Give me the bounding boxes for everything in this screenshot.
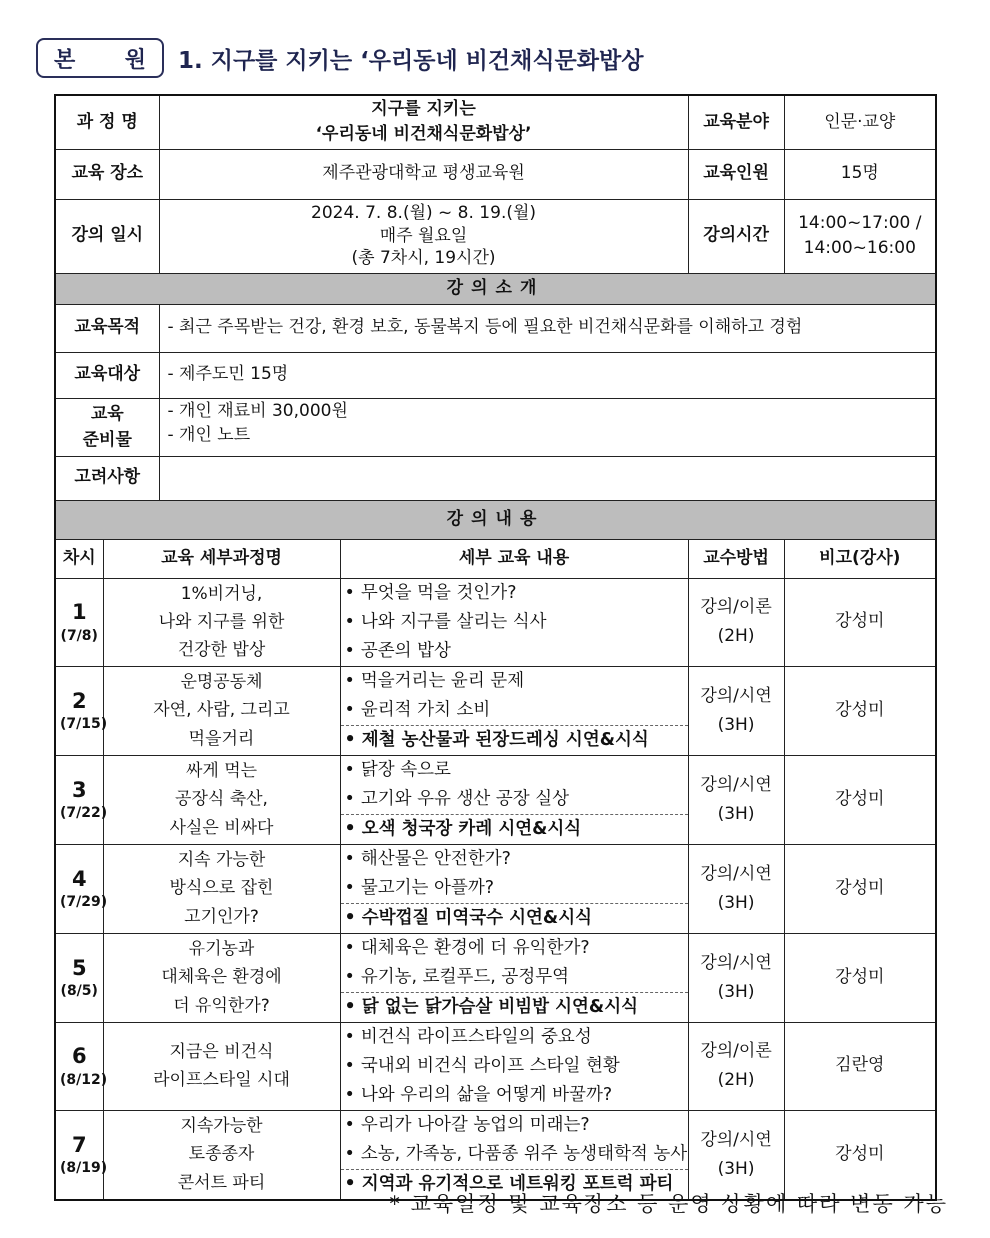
session-course-line: 1%비거닝, [180, 583, 263, 604]
time-label: 강의시간 [688, 199, 784, 273]
session-item-text: 비건식 라이프스타일의 중요성 [360, 1026, 592, 1047]
consider-label: 고려사항 [55, 456, 159, 500]
session-course-line: 먹을거리 [188, 728, 255, 749]
session-method-cell [688, 755, 784, 844]
intro-section-title: 강의소개 [55, 273, 936, 304]
session-number: 4 [71, 866, 87, 891]
session-method-line: 강의/시연 [700, 774, 772, 795]
session-method-cell [688, 578, 784, 666]
target-value: - 제주도민 15명 [159, 352, 936, 398]
header-method: 교수방법 [688, 539, 784, 578]
date-label: 강의 일시 [55, 199, 159, 273]
date-value [159, 199, 688, 273]
bullet-icon: • [344, 582, 355, 603]
session-item-text: 닭 없는 닭가슴살 비빔밥 시연&시식 [361, 996, 639, 1017]
session-rows [55, 578, 936, 1200]
session-course-line: 고기인가? [184, 906, 259, 927]
session-items-cell [340, 933, 688, 1022]
bullet-icon: • [344, 759, 355, 780]
bullet-icon: • [344, 670, 355, 691]
prep-item-2: - 개인 노트 [167, 425, 251, 446]
session-number: 6 [71, 1044, 87, 1069]
session-teacher: 강성미 [784, 578, 936, 666]
session-date: (8/12) [60, 1071, 108, 1088]
count-label: 교육인원 [688, 149, 784, 199]
session-number: 5 [71, 955, 87, 980]
session-course-line: 공장식 축산, [175, 789, 268, 810]
prep-label [55, 398, 159, 456]
session-item-text: 나와 지구를 살리는 식사 [360, 611, 547, 632]
session-number: 7 [71, 1132, 87, 1157]
session-number-cell [55, 755, 108, 844]
bullet-icon: • [344, 729, 356, 750]
session-item-text: 먹을거리는 윤리 문제 [360, 670, 525, 691]
content-section-title: 강의내용 [55, 500, 936, 539]
session-method-cell [688, 1022, 784, 1110]
session-method-line: 강의/이론 [700, 597, 772, 618]
table-row [55, 933, 936, 1022]
session-item [341, 579, 688, 608]
session-items-cell [340, 755, 688, 844]
purpose-label: 교육목적 [55, 304, 159, 352]
session-item [341, 725, 688, 755]
session-teacher: 김란영 [784, 1022, 936, 1110]
session-course-line: 대체육은 환경에 [161, 967, 282, 988]
bullet-icon: • [344, 907, 356, 928]
session-number-cell [55, 578, 103, 666]
session-item-text: 닭장 속으로 [360, 759, 451, 780]
session-date: (7/15) [60, 716, 108, 733]
bullet-icon: • [344, 1114, 355, 1135]
session-method-line: 강의/시연 [700, 685, 772, 706]
prep-value [159, 398, 936, 456]
bullet-icon: • [344, 996, 356, 1017]
bullet-icon: • [344, 640, 355, 661]
session-course-line: 지속 가능한 [177, 850, 266, 871]
course-name-line1: 지구를 지키는 [371, 98, 476, 119]
session-item [341, 934, 688, 963]
bullet-icon: • [344, 1143, 355, 1164]
session-course-line: 나와 지구를 위한 [158, 611, 285, 632]
session-course-cell [103, 933, 340, 1022]
bullet-icon: • [344, 1026, 355, 1047]
session-item-text: 나와 우리의 삶을 어떻게 바꿀까? [360, 1084, 613, 1105]
session-date: (7/22) [60, 805, 108, 822]
session-item-text: 고기와 우유 생산 공장 실상 [360, 788, 570, 809]
field-label: 교육분야 [688, 95, 784, 149]
session-method-line: (3H) [717, 892, 755, 913]
bullet-icon: • [344, 1173, 356, 1194]
bullet-icon: • [344, 937, 355, 958]
bullet-icon: • [344, 788, 355, 809]
session-course-cell [103, 1022, 340, 1110]
course-name-line2: ‘우리동네 비건채식문화밥상’ [315, 124, 532, 145]
bullet-icon: • [344, 818, 356, 839]
session-course-cell [103, 578, 340, 666]
header-session: 차시 [55, 539, 103, 578]
target-label: 교육대상 [55, 352, 159, 398]
session-item-text: 오색 청국장 카레 시연&시식 [361, 818, 582, 839]
header-detail: 세부 교육 내용 [340, 539, 688, 578]
session-method-line: (2H) [717, 1070, 755, 1090]
course-name-value [159, 95, 688, 149]
date-line1: 2024. 7. 8.(월) ~ 8. 19.(월) [311, 202, 537, 223]
session-course-line: 자연, 사람, 그리고 [153, 700, 290, 721]
session-item-text: 지역과 유기적으로 네트워킹 포트럭 파티 [361, 1173, 674, 1194]
session-item-text: 우리가 나아갈 농업의 미래는? [360, 1114, 590, 1135]
session-teacher: 강성미 [784, 844, 936, 933]
bullet-icon: • [344, 611, 355, 632]
session-item [341, 1081, 688, 1110]
session-method-line: (3H) [717, 1158, 755, 1179]
bullet-icon: • [344, 966, 355, 987]
session-course-line: 라이프스타일 시대 [153, 1070, 290, 1090]
session-course-line: 지금은 비건식 [169, 1041, 274, 1062]
session-items-cell [340, 1022, 688, 1110]
bullet-icon: • [344, 699, 355, 720]
session-item [341, 1052, 688, 1081]
session-method-cell [688, 933, 784, 1022]
session-course-line: 방식으로 잡힌 [169, 878, 274, 899]
session-teacher: 강성미 [784, 933, 936, 1022]
session-item [341, 667, 688, 696]
session-item [341, 903, 688, 933]
session-method-line: (3H) [717, 714, 755, 735]
table-row [55, 755, 936, 844]
footnote: * 교육일정 및 교육장소 등 운영 상황에 따라 변동 가능 [389, 1192, 948, 1216]
table-row [55, 1110, 936, 1200]
section-badge [36, 38, 164, 78]
session-number: 3 [71, 777, 87, 802]
course-table [54, 94, 937, 1201]
session-item-text: 윤리적 가치 소비 [360, 699, 491, 720]
session-date: (7/8) [60, 627, 98, 644]
session-course-cell [103, 755, 340, 844]
session-course-cell [103, 844, 340, 933]
session-item-text: 제철 농산물과 된장드레싱 시연&시식 [361, 729, 649, 750]
badge-left-text: 본 [54, 47, 76, 73]
session-item [341, 785, 688, 814]
session-course-line: 콘서트 파티 [177, 1172, 266, 1193]
session-number-cell [55, 844, 108, 933]
session-course-line: 건강한 밥상 [177, 640, 266, 661]
table-row [55, 666, 936, 755]
session-items-cell [340, 1110, 688, 1200]
session-number: 1 [71, 600, 87, 625]
bullet-icon: • [344, 877, 355, 898]
field-value: 인문·교양 [784, 95, 936, 149]
session-item [341, 1140, 688, 1169]
bullet-icon: • [344, 848, 355, 869]
prep-label-line1: 교육 [90, 403, 124, 424]
session-method-line: 강의/시연 [700, 952, 772, 973]
session-item [341, 608, 688, 637]
place-value: 제주관광대학교 평생교육원 [159, 149, 688, 199]
session-method-line: 강의/시연 [700, 863, 772, 884]
place-label: 교육 장소 [55, 149, 159, 199]
session-item [341, 845, 688, 874]
header-course: 교육 세부과정명 [103, 539, 340, 578]
session-item [341, 814, 688, 844]
course-name-label: 과 정 명 [55, 95, 159, 149]
session-item-text: 수박껍질 미역국수 시연&시식 [361, 907, 593, 928]
session-course-line: 운명공동체 [180, 672, 263, 693]
purpose-value: - 최근 주목받는 건강, 환경 보호, 동물복지 등에 필요한 비건채식문화를 이해하고 경험 [159, 304, 936, 352]
session-item-text: 공존의 밥상 [360, 640, 451, 661]
session-method-line: (2H) [717, 626, 755, 646]
session-course-cell [103, 666, 340, 755]
session-item [341, 637, 688, 666]
session-teacher: 강성미 [784, 666, 936, 755]
session-items-cell [340, 844, 688, 933]
session-method-cell [688, 844, 784, 933]
session-item-text: 해산물은 안전한가? [360, 848, 511, 869]
date-line2: 매주 월요일 [379, 225, 468, 246]
session-course-line: 싸게 먹는 [185, 761, 258, 782]
session-course-line: 유기농과 [188, 939, 255, 960]
session-method-cell [688, 1110, 784, 1200]
session-number-cell [55, 933, 103, 1022]
session-item-text: 물고기는 아플까? [360, 877, 495, 898]
count-value: 15명 [784, 149, 936, 199]
session-method-line: 강의/시연 [700, 1129, 772, 1150]
session-course-line: 토종종자 [188, 1144, 255, 1165]
session-number-cell [55, 1110, 108, 1200]
session-item-text: 유기농, 로컬푸드, 공정무역 [360, 966, 570, 987]
time-value: 14:00~17:00 / 14:00~16:00 [784, 199, 936, 273]
session-course-line: 사실은 비싸다 [169, 817, 274, 838]
session-item-text: 국내외 비건식 라이프 스타일 현황 [360, 1055, 620, 1076]
session-course-cell [103, 1110, 340, 1200]
date-line3: (총 7차시, 19시간) [351, 248, 496, 269]
session-item-text: 대체육은 환경에 더 유익한가? [360, 937, 590, 958]
session-teacher: 강성미 [784, 1110, 936, 1200]
document-header [36, 36, 643, 80]
session-teacher: 강성미 [784, 755, 936, 844]
bullet-icon: • [344, 1084, 355, 1105]
session-items-cell [340, 578, 688, 666]
session-course-line: 더 유익한가? [173, 995, 270, 1016]
bullet-icon: • [344, 1055, 355, 1076]
session-method-line: 강의/이론 [700, 1041, 772, 1062]
session-item [341, 992, 688, 1022]
table-row [55, 578, 936, 666]
session-date: (8/19) [60, 1160, 108, 1177]
header-note: 비고(강사) [784, 539, 936, 578]
session-item-text: 소농, 가족농, 다품종 위주 농생태학적 농사 [360, 1143, 688, 1164]
session-course-line: 지속가능한 [180, 1116, 263, 1137]
session-item [341, 874, 688, 903]
table-row [55, 844, 936, 933]
prep-label-line2: 준비물 [82, 430, 132, 450]
session-item [341, 1111, 688, 1140]
session-number: 2 [71, 688, 87, 713]
session-item [341, 756, 688, 785]
table-row [55, 1022, 936, 1110]
session-date: (8/5) [60, 983, 98, 1000]
session-item-text: 무엇을 먹을 것인가? [360, 582, 517, 603]
session-item [341, 963, 688, 992]
session-date: (7/29) [60, 894, 108, 911]
document-title: 1. 지구를 지키는 ‘우리동네 비건채식문화밥상 [178, 47, 644, 74]
session-number-cell [55, 1022, 108, 1110]
session-method-line: (3H) [717, 803, 755, 824]
badge-right-text: 원 [124, 47, 146, 73]
consider-value [159, 456, 936, 500]
session-method-line: (3H) [717, 981, 755, 1002]
prep-item-1: - 개인 재료비 30,000원 [167, 400, 348, 421]
session-item [341, 696, 688, 725]
session-method-cell [688, 666, 784, 755]
session-number-cell [55, 666, 108, 755]
session-item [341, 1023, 688, 1052]
session-items-cell [340, 666, 688, 755]
